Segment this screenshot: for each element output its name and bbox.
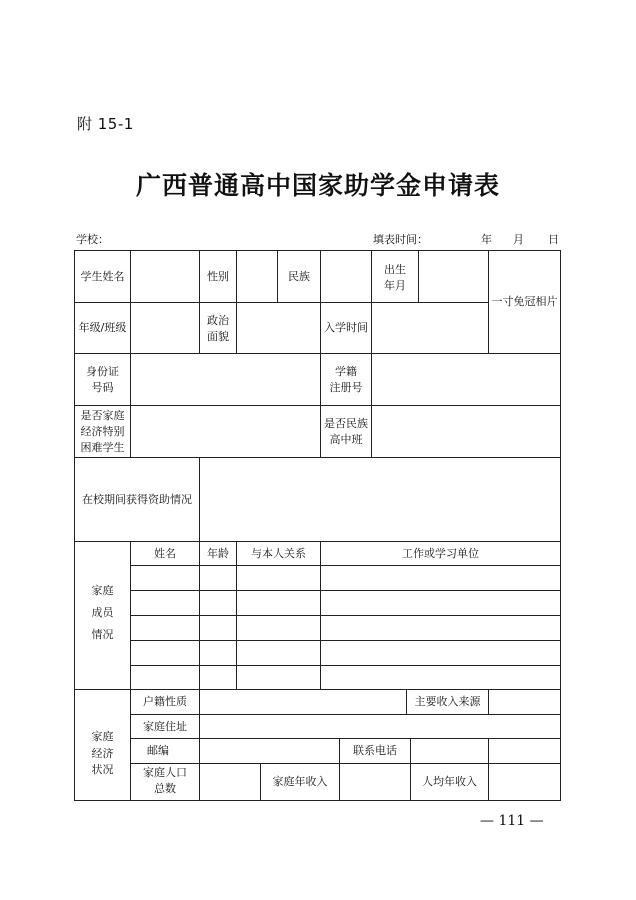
family-econ-label-line2: 经济 <box>91 747 114 760</box>
fill-time-label: 填表时间： <box>373 233 428 246</box>
family-members-label-line2: 成员 <box>91 606 114 619</box>
col-name-header: 姓名 <box>154 547 176 560</box>
grid-line <box>488 738 489 763</box>
grid-line <box>74 541 561 542</box>
grid-line <box>130 640 561 641</box>
hardship-label-line3: 困难学生 <box>80 441 125 454</box>
student-name-label: 学生姓名 <box>80 270 125 283</box>
birth-label-line2: 年月 <box>384 279 406 292</box>
grid-line <box>236 541 237 689</box>
hardship-label-line2: 经济特别 <box>80 425 125 438</box>
family-members-label-line1: 家庭 <box>91 584 114 597</box>
grid-line <box>130 763 561 764</box>
household-type-label: 户籍性质 <box>143 695 187 708</box>
political-label-line2: 面貌 <box>207 330 229 343</box>
grid-line <box>130 250 131 353</box>
day-label: 日 <box>548 233 559 246</box>
ethnic-class-label-line1: 是否民族 <box>324 417 368 430</box>
grid-line <box>130 738 561 739</box>
enroll-time-label: 入学时间 <box>324 321 368 334</box>
gender-label: 性别 <box>207 270 229 283</box>
grid-line <box>130 665 561 666</box>
population-label-line1: 家庭人口 <box>143 766 187 779</box>
id-label-line1: 身份证 <box>86 365 119 378</box>
school-label: 学校： <box>76 233 109 246</box>
grid-line <box>74 405 561 406</box>
per-capita-income-label: 人均年收入 <box>422 775 477 788</box>
population-label-line2: 总数 <box>154 782 176 795</box>
table-border-right <box>560 250 561 801</box>
col-age-header: 年龄 <box>207 547 229 560</box>
family-econ-label-line1: 家庭 <box>91 730 114 743</box>
income-source-label: 主要收入来源 <box>414 695 481 708</box>
hardship-label-line1: 是否家庭 <box>80 409 125 422</box>
grid-line <box>74 457 561 458</box>
col-relation-header: 与本人关系 <box>251 547 306 560</box>
grade-class-label: 年级/班级 <box>78 321 127 334</box>
annual-income-label: 家庭年收入 <box>272 775 328 788</box>
page-number: — 111 — <box>480 813 544 829</box>
grid-line <box>130 565 561 566</box>
postcode-label: 邮编 <box>147 744 169 757</box>
registration-label-line2: 注册号 <box>329 381 363 394</box>
form-title: 广西普通高中国家助学金申请表 <box>135 171 500 200</box>
address-label: 家庭住址 <box>143 720 187 733</box>
ethnicity-label: 民族 <box>288 270 310 283</box>
photo-label: 一寸免冠相片 <box>491 295 558 308</box>
id-label-line2: 号码 <box>91 381 114 394</box>
appendix-label: 附 15-1 <box>77 115 134 133</box>
grid-line <box>199 541 200 689</box>
family-econ-label-line3: 状况 <box>91 763 114 776</box>
grid-line <box>74 353 561 354</box>
political-label-line1: 政治 <box>207 314 229 327</box>
ethnic-class-label-line2: 高中班 <box>329 433 363 446</box>
table-border-bottom <box>74 800 561 801</box>
grid-line <box>320 541 321 689</box>
grid-line <box>74 302 488 303</box>
month-label: 月 <box>513 233 524 246</box>
grid-line <box>130 714 561 715</box>
grid-line <box>130 590 561 591</box>
registration-label-line1: 学籍 <box>335 365 357 378</box>
grid-line <box>320 250 321 353</box>
phone-label: 联系电话 <box>353 744 397 757</box>
grid-line <box>130 615 561 616</box>
col-work-header: 工作或学习单位 <box>402 547 479 560</box>
aid-received-label: 在校期间获得资助情况 <box>82 493 192 506</box>
year-label: 年 <box>481 233 492 246</box>
family-members-label-line3: 情况 <box>91 628 114 641</box>
birth-label-line1: 出生 <box>384 263 406 276</box>
